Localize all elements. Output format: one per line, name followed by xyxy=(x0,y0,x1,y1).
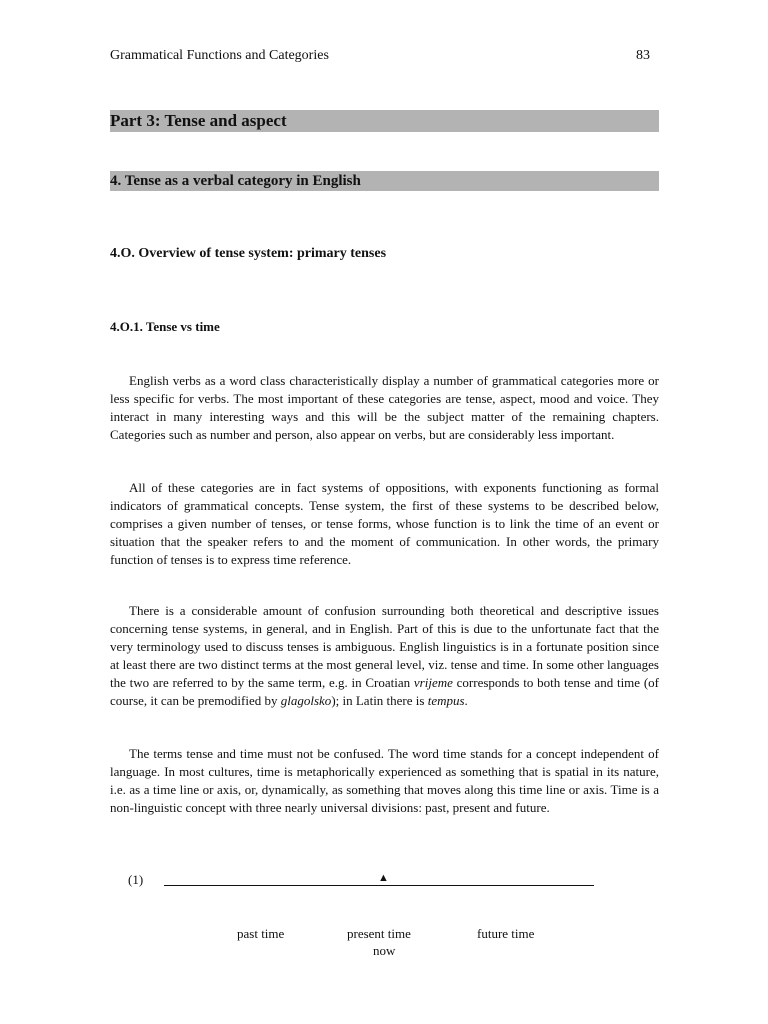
section-heading: 4.O. Overview of tense system: primary tenses xyxy=(110,246,387,261)
paragraph-3 xyxy=(110,602,659,710)
page-number: 83 xyxy=(636,48,650,63)
timeline-axis xyxy=(164,885,594,886)
subsection-heading: 4.O.1. Tense vs time xyxy=(110,319,220,334)
label-present-time: present time xyxy=(347,926,411,941)
paragraph-3-text-1: There is a considerable amount of confusion surrounding both theoretical and descriptive issues concerning tense systems, in general, and in English. Part of this is due to the unfortunate fact that the very terminology used to discuss tenses is ambiguous. English linguistics is in a fortunate position since at least there are two distinct terms at the most general level, viz. tense and time. In some other languages the two are referred to by the same term, e.g. in Croatian xyxy=(110,603,659,690)
label-past-time: past time xyxy=(237,926,285,941)
term-vrijeme: vrijeme xyxy=(413,675,453,690)
document-page xyxy=(110,0,659,1024)
label-future-time: future time xyxy=(477,926,535,941)
paragraph-3-text-4: . xyxy=(464,693,468,708)
term-glagolsko: glagolsko xyxy=(280,693,332,708)
term-tempus: tempus xyxy=(427,693,465,708)
now-marker-icon: ▲ xyxy=(378,872,389,884)
paragraph-1: English verbs as a word class characteristically display a number of grammatical categories more or less specific for verbs. The most important of these categories are tense, aspect, mood and voice. They interact in many interesting ways and this will be the subject matter of the remaining chapters. Categories such as number and person, also appear on verbs, but are considerably less important. xyxy=(110,373,659,442)
label-now: now xyxy=(373,943,396,958)
part-heading: Part 3: Tense and aspect xyxy=(110,110,659,132)
paragraph-2: All of these categories are in fact systems of oppositions, with exponents functioning as formal indicators of grammatical concepts. Tense system, the first of these systems to be described below, comprises a given number of tenses, or tense forms, whose function is to link the time of an event or situation that the speaker refers to and the moment of communication. In other words, the primary function of tenses is to express time reference. xyxy=(110,480,659,567)
running-header-title: Grammatical Functions and Categories xyxy=(110,48,329,63)
paragraph-3-text-3: ); in Latin there is xyxy=(331,693,428,708)
example-number: (1) xyxy=(128,872,144,887)
paragraph-3-text-2: corresponds to both tense and time (of course, it can be premodified by xyxy=(110,675,659,708)
paragraph-4: The terms tense and time must not be confused. The word time stands for a concept independent of language. In most cultures, time is metaphorically experienced as something that is spatial in its nature, i.e. as a time line or axis, or, dynamically, as something that moves along this time line or axis. Time is a non-linguistic concept with three nearly universal divisions: past, present and future. xyxy=(110,746,659,815)
chapter-heading: 4. Tense as a verbal category in English xyxy=(110,171,659,191)
